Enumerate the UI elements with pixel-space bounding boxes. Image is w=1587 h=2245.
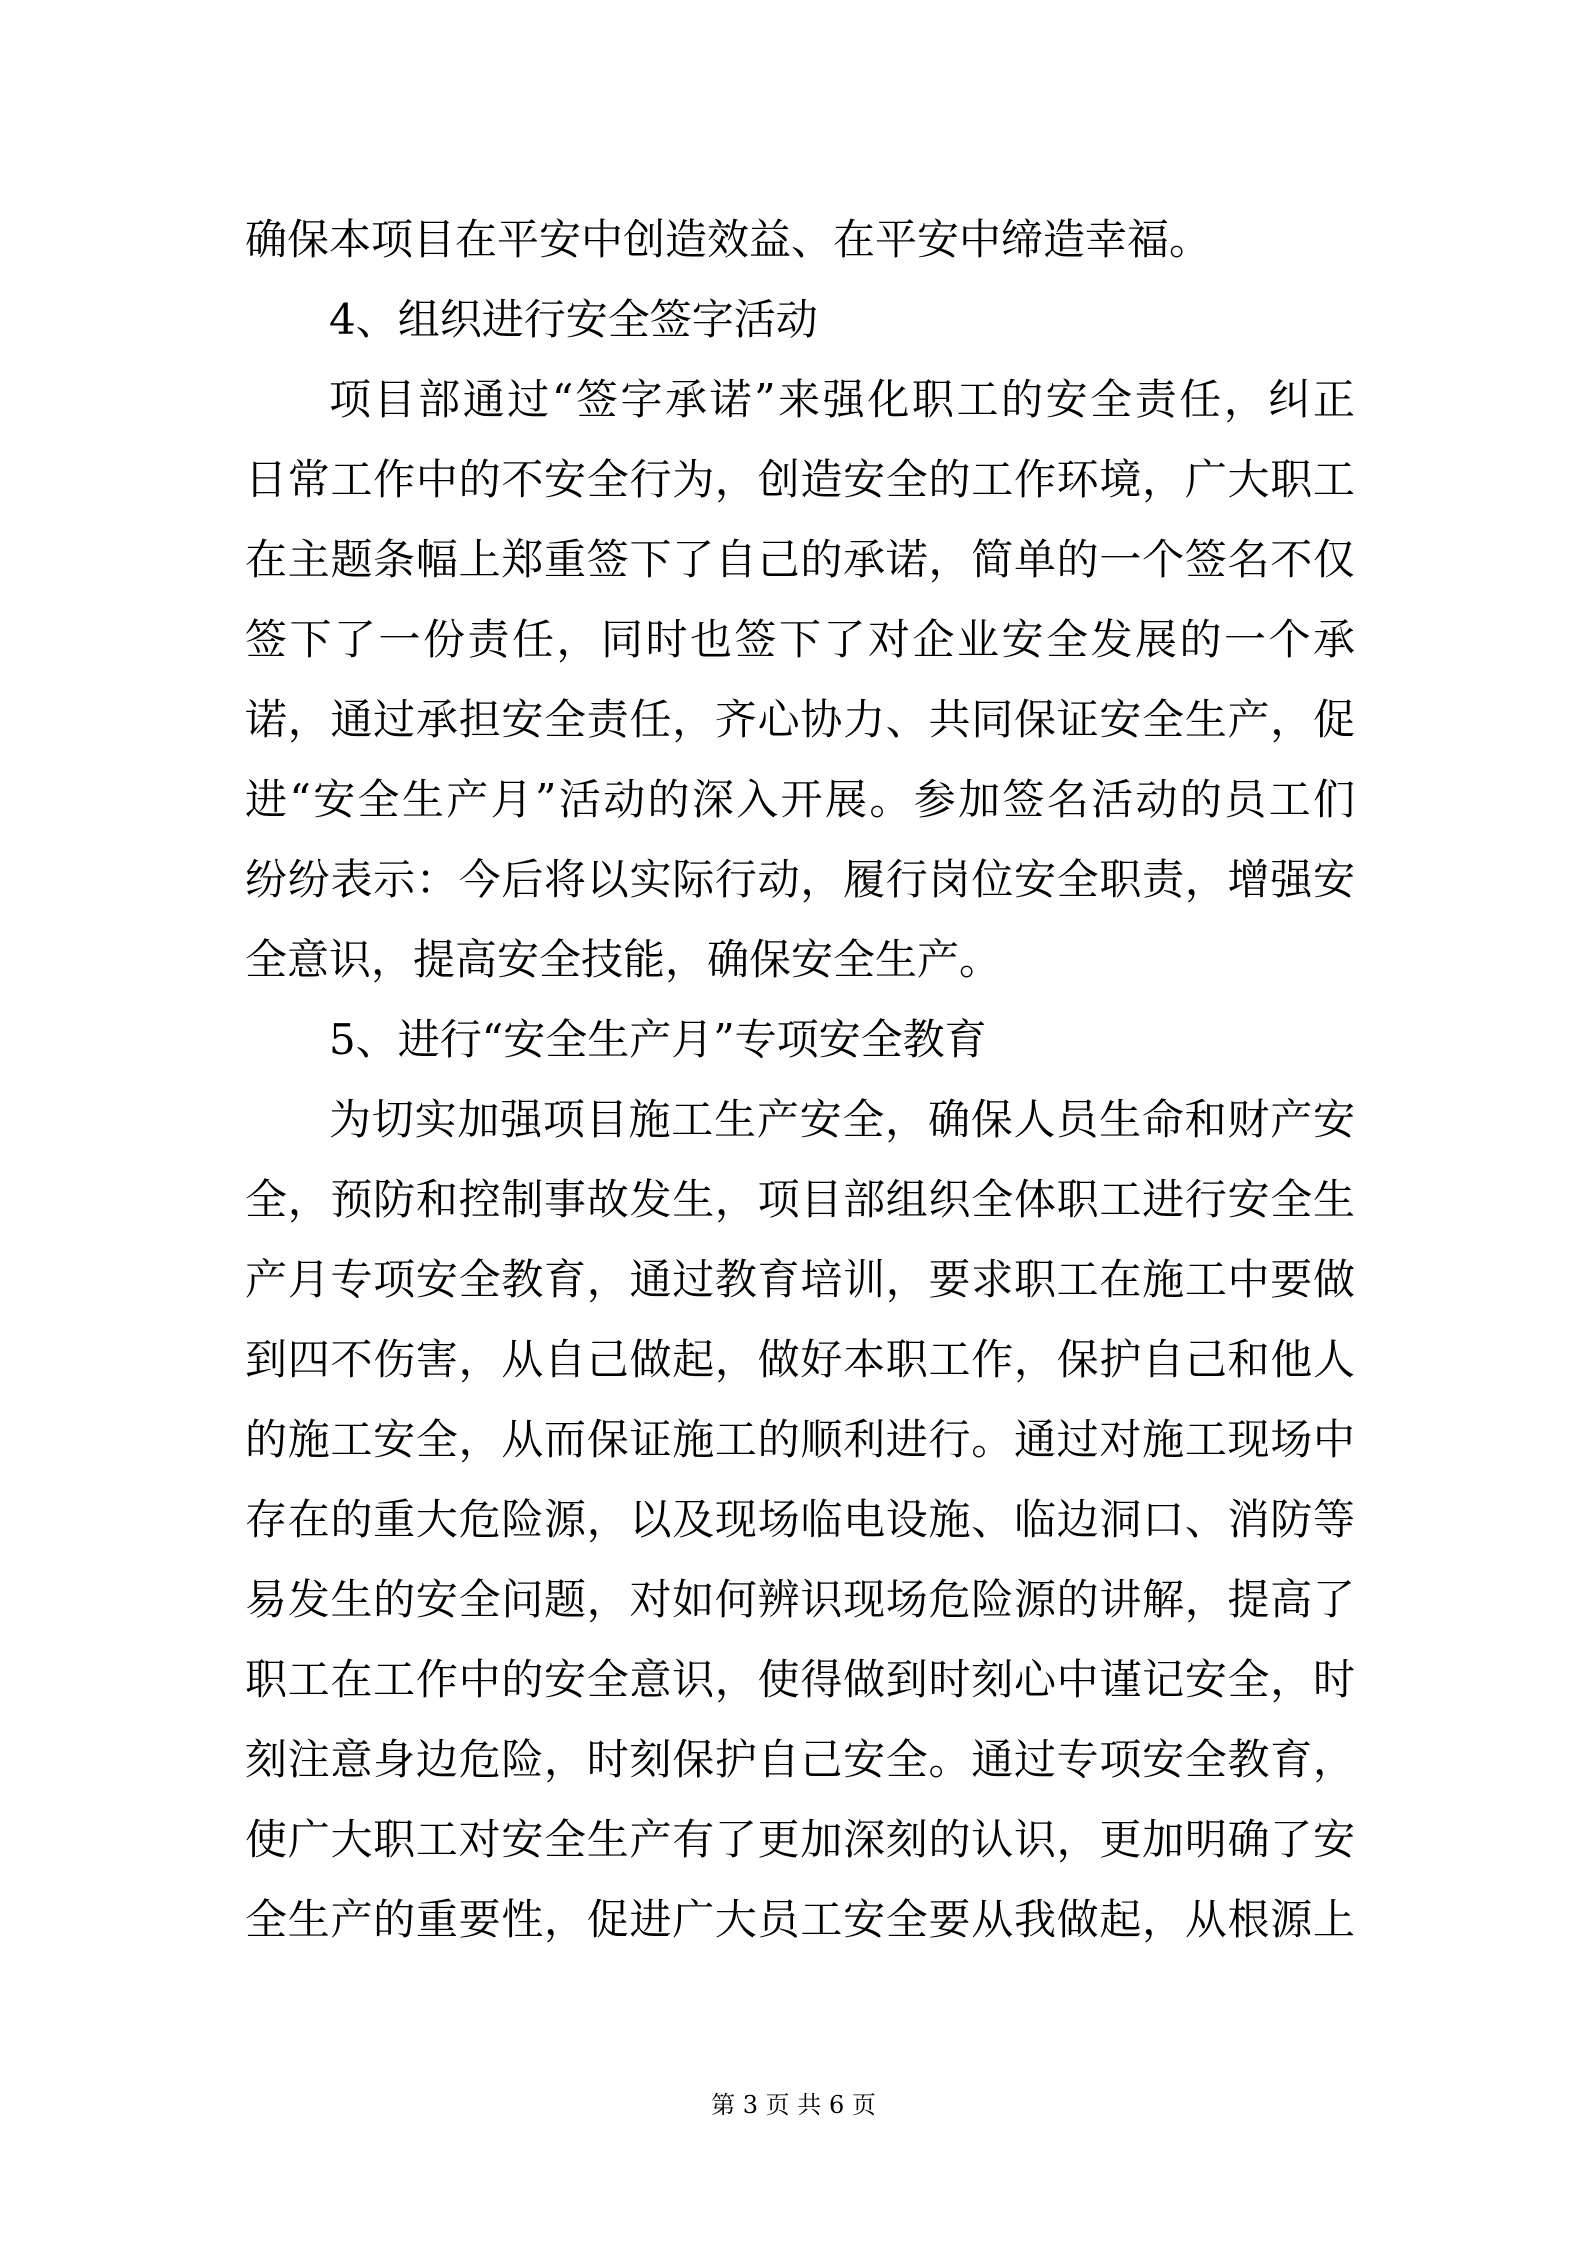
paragraph-line: 为切实加强项目施工生产安全，确保人员生命和财产安 — [329, 1095, 1355, 1144]
paragraph-line: 存在的重大危险源，以及现场临电设施、临边洞口、消防等 — [245, 1495, 1355, 1544]
paragraph-line: 纷纷表示：今后将以实际行动，履行岗位安全职责，增强安 — [245, 855, 1355, 904]
paragraph-line: 的施工安全，从而保证施工的顺利进行。通过对施工现场中 — [245, 1415, 1355, 1464]
paragraph-line: 在主题条幅上郑重签下了自己的承诺，简单的一个签名不仅 — [245, 535, 1355, 584]
paragraph-line: 全生产的重要性，促进广大员工安全要从我做起，从根源上 — [245, 1895, 1355, 1944]
paragraph-line: 进“安全生产月”活动的深入开展。参加签名活动的员工们 — [245, 775, 1355, 824]
paragraph-line: 确保本项目在平安中创造效益、在平安中缔造幸福。 — [245, 215, 1212, 264]
paragraph-line: 使广大职工对安全生产有了更加深刻的认识，更加明确了安 — [245, 1815, 1355, 1864]
paragraph-line: 项目部通过“签字承诺”来强化职工的安全责任，纠正 — [329, 375, 1355, 424]
paragraph-line: 到四不伤害，从自己做起，做好本职工作，保护自己和他人 — [245, 1335, 1355, 1384]
section-heading-5: 5、进行“安全生产月”专项安全教育 — [329, 1015, 987, 1064]
paragraph-line: 诺，通过承担安全责任，齐心协力、共同保证安全生产，促 — [245, 695, 1355, 744]
paragraph-line: 产月专项安全教育，通过教育培训，要求职工在施工中要做 — [245, 1255, 1355, 1304]
paragraph-line: 易发生的安全问题，对如何辨识现场危险源的讲解，提高了 — [245, 1575, 1355, 1624]
paragraph-line: 刻注意身边危险，时刻保护自己安全。通过专项安全教育， — [245, 1735, 1355, 1784]
paragraph-line: 日常工作中的不安全行为，创造安全的工作环境，广大职工 — [245, 455, 1355, 504]
section-heading-4: 4、组织进行安全签字活动 — [329, 295, 818, 344]
paragraph-line: 签下了一份责任，同时也签下了对企业安全发展的一个承 — [245, 615, 1355, 664]
paragraph-line: 全意识，提高安全技能，确保安全生产。 — [245, 935, 1002, 984]
paragraph-line: 职工在工作中的安全意识，使得做到时刻心中谨记安全，时 — [245, 1655, 1355, 1704]
page-number-footer: 第 3 页 共 6 页 — [711, 2091, 876, 2119]
paragraph-line: 全，预防和控制事故发生，项目部组织全体职工进行安全生 — [245, 1175, 1355, 1224]
document-body — [245, 200, 1355, 1960]
